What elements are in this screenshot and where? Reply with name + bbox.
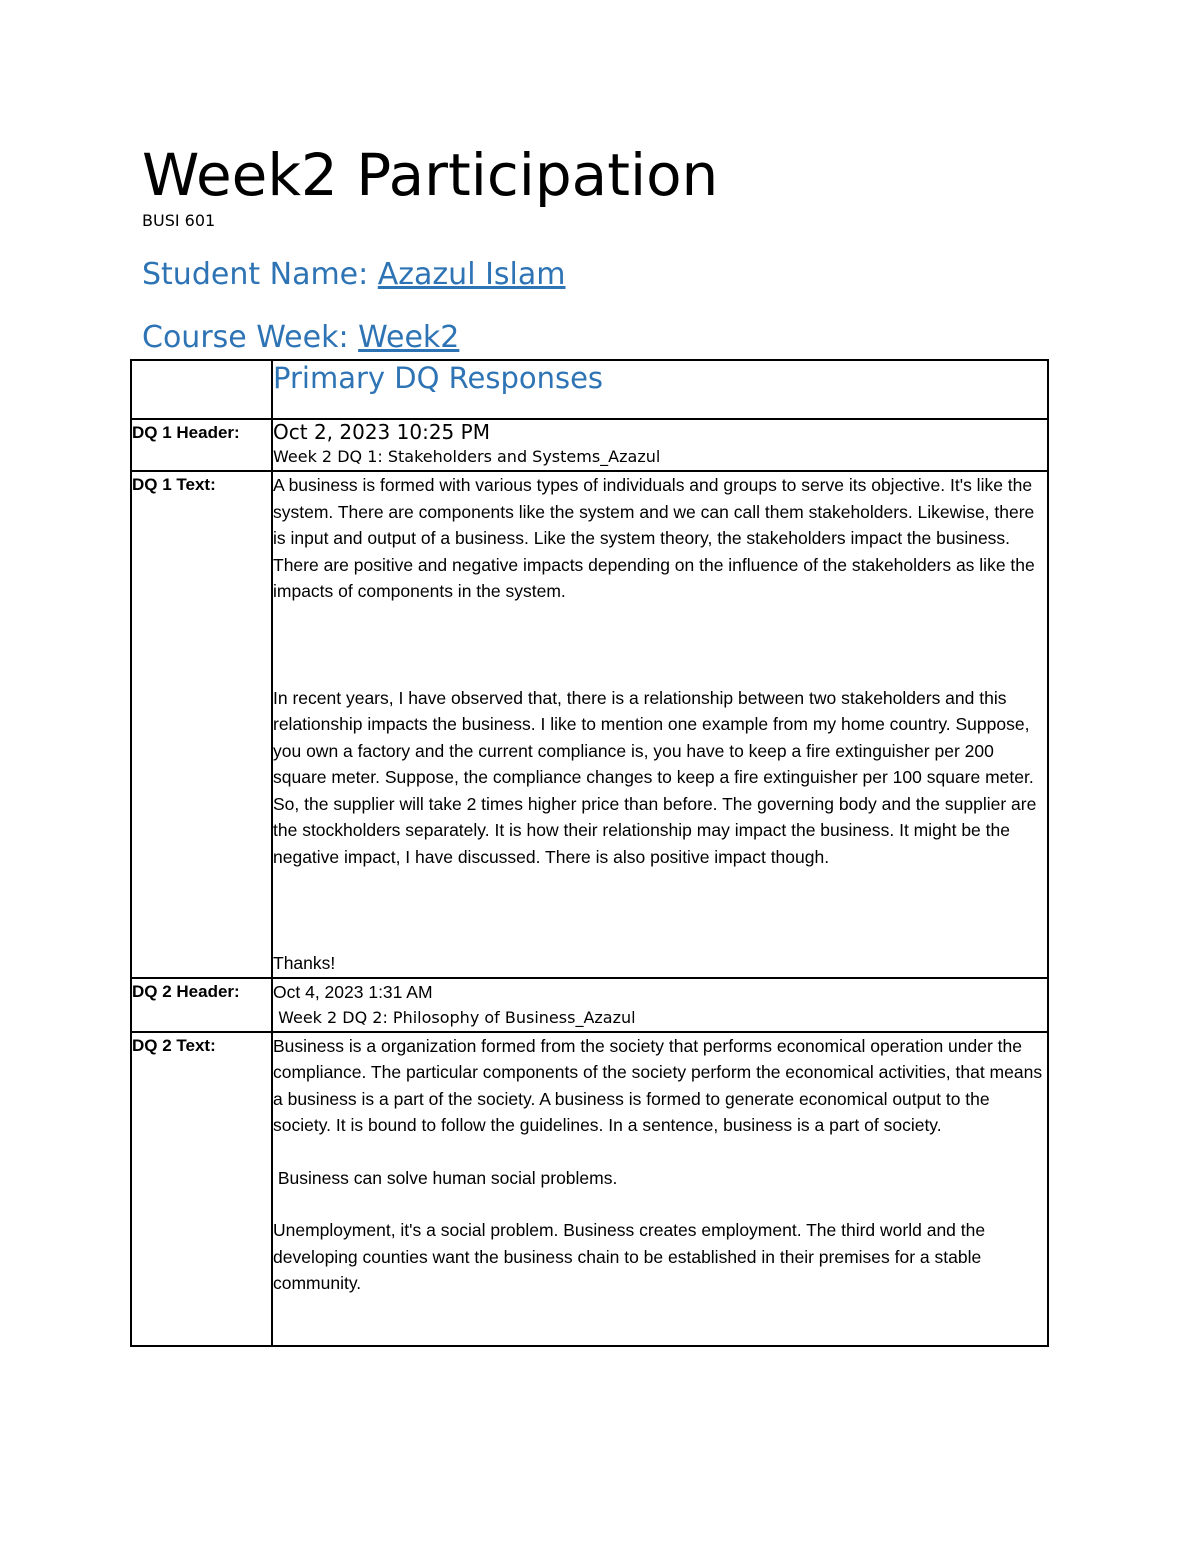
course-week-value[interactable]: Week2 bbox=[358, 320, 460, 355]
course-week-label: Course Week: bbox=[142, 320, 359, 355]
dq1-paragraph-3: Thanks! bbox=[273, 953, 336, 973]
dq1-text-label: DQ 1 Text: bbox=[131, 471, 272, 978]
dq1-date: Oct 2, 2023 10:25 PM bbox=[273, 420, 490, 444]
dq-responses-table bbox=[130, 359, 1049, 1347]
dq2-date: Oct 4, 2023 1:31 AM bbox=[273, 981, 433, 1002]
dq2-text-row bbox=[131, 1032, 1048, 1346]
dq1-header-row bbox=[131, 419, 1048, 471]
dq2-header-label: DQ 2 Header: bbox=[131, 978, 272, 1032]
dq1-header-cell[interactable] bbox=[272, 419, 1048, 471]
dq2-header-row bbox=[131, 978, 1048, 1032]
document-title: Week2 Participation bbox=[142, 141, 719, 209]
dq2-text-label: DQ 2 Text: bbox=[131, 1032, 272, 1346]
dq2-header-text: Week 2 DQ 2: Philosophy of Business_Azazul bbox=[273, 1007, 636, 1027]
dq1-text-cell[interactable] bbox=[272, 471, 1048, 978]
student-name-label: Student Name: bbox=[142, 257, 378, 292]
dq2-header-cell[interactable] bbox=[272, 978, 1048, 1032]
dq2-text-cell[interactable] bbox=[272, 1032, 1048, 1346]
primary-dq-header: Primary DQ Responses bbox=[272, 360, 1048, 419]
dq2-paragraph-2: Business can solve human social problems. bbox=[273, 1167, 618, 1188]
dq1-header-text: Week 2 DQ 1: Stakeholders and Systems_Azazul bbox=[273, 447, 661, 466]
dq1-paragraph-2: In recent years, I have observed that, there is a relationship between two stakeholders and this relationship impacts the business. I like to mention one example from my home country. Suppose, you own a factory and the current compliance is, you have to keep a fire extinguisher per 200 square meter. Suppose, the compliance changes to keep a fire extinguisher per 100 square meter. So, the supplier will take 2 times higher price than before. The governing body and the supplier are the stockholders separately. It is how their relationship may impact the business. It might be the negative impact, I have discussed. There is also positive impact though. bbox=[273, 687, 1037, 867]
course-week-line bbox=[142, 318, 459, 358]
student-name-value[interactable]: Azazul Islam bbox=[377, 257, 566, 292]
dq1-header-label: DQ 1 Header: bbox=[131, 419, 272, 471]
dq2-paragraph-1: Business is a organization formed from the society that performs economical operation under the compliance. The particular components of the society perform the economical activities, that means a business is a part of the society. A business is formed to generate economical output to the society. It is bound to follow the guidelines. In a sentence, business is a part of society. bbox=[273, 1035, 1043, 1135]
table-header-row bbox=[131, 360, 1048, 419]
dq1-text-row bbox=[131, 471, 1048, 978]
dq2-paragraph-3: Unemployment, it's a social problem. Business creates employment. The third world and the developing counties want the business chain to be established in their premises for a stable community. bbox=[273, 1220, 986, 1293]
course-code: BUSI 601 bbox=[142, 211, 216, 230]
student-name-line bbox=[142, 255, 566, 295]
dq1-paragraph-1: A business is formed with various types of individuals and groups to serve its objective. It's like the system. There are components like the system and we can call them stakeholders. Likewise, there is input and output of a business. Like the system theory, the stakeholders impact the business. There are positive and negative impacts depending on the influence of the stakeholders as like the impacts of components in the system. bbox=[273, 475, 1035, 601]
empty-corner-cell bbox=[131, 360, 272, 419]
